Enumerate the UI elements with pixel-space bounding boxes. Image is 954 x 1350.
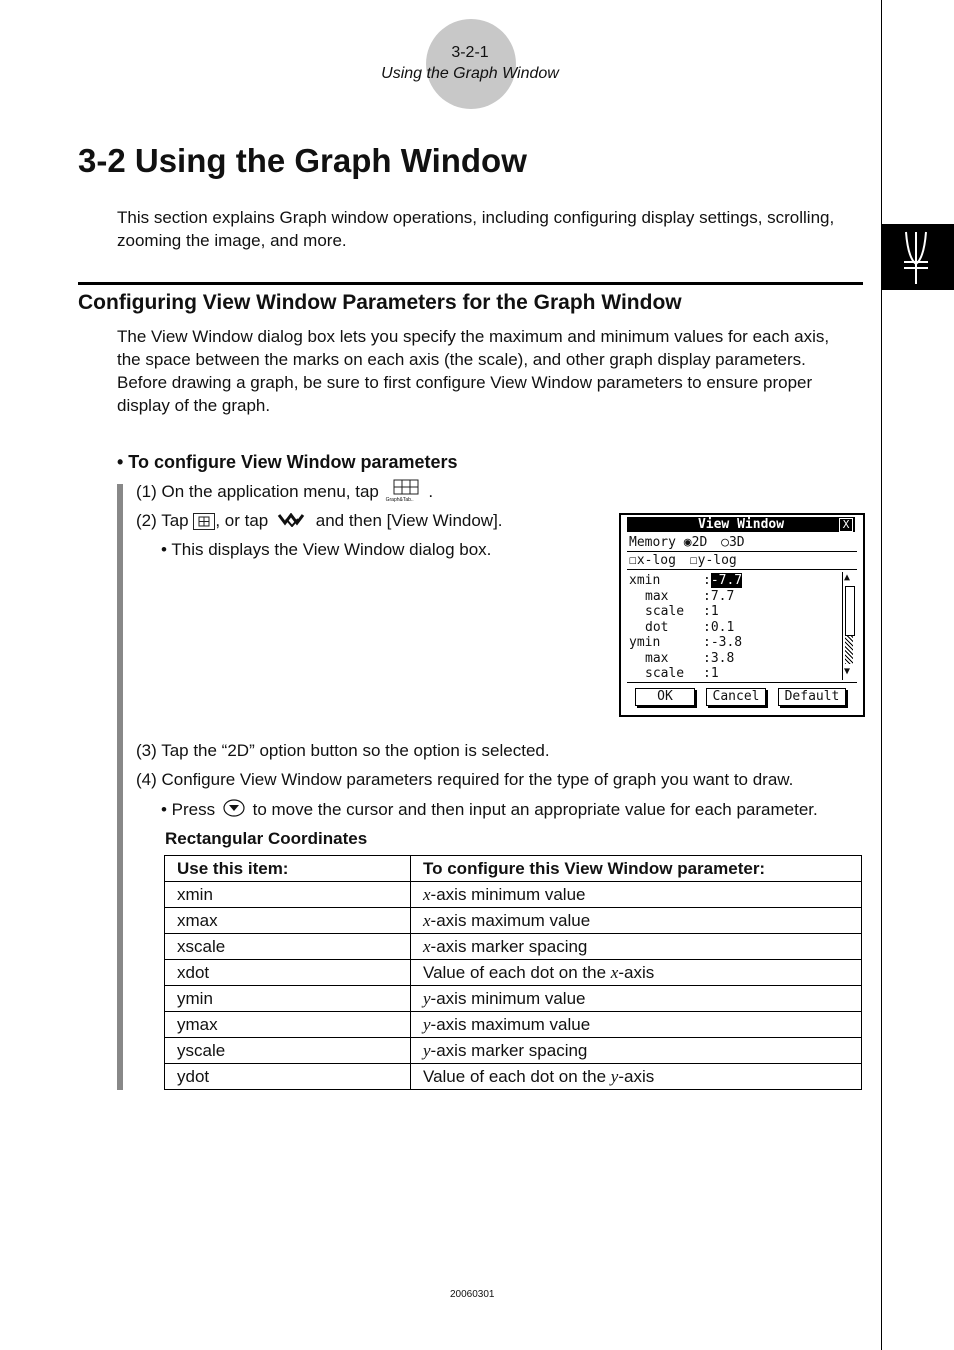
table-cell-description	[411, 1012, 862, 1038]
step-3: (3) Tap the “2D” option button so the option is selected.	[136, 741, 550, 760]
dialog-field-colon: :	[703, 573, 711, 588]
dialog-field-value[interactable]: 7.7	[710, 588, 735, 604]
dialog-field-label: scale	[645, 666, 685, 681]
step-1-end: .	[428, 482, 434, 501]
axis-variable: x	[423, 936, 431, 956]
table-caption: Rectangular Coordinates	[165, 829, 368, 848]
section-rule	[78, 282, 863, 285]
table-row	[165, 908, 862, 934]
axis-variable: x	[423, 884, 431, 904]
table-cell-description	[411, 986, 862, 1012]
step-4-note	[161, 799, 818, 822]
dialog-field-label: scale	[645, 604, 685, 619]
step-2	[136, 511, 503, 532]
table-cell-description	[411, 1038, 862, 1064]
step-4-note-b: to move the cursor and then input an appropriate value for each parameter.	[252, 799, 818, 819]
radio-2d-icon[interactable]: ◉	[683, 535, 692, 550]
description-prefix: Value of each dot on the	[423, 962, 611, 982]
description-text: -axis maximum value	[430, 910, 591, 930]
axis-variable: y	[423, 1040, 431, 1060]
table-row	[165, 960, 862, 986]
graph-tab-icon	[882, 224, 954, 290]
page-title: 3-2 Using the Graph Window	[78, 142, 527, 179]
xlog-checkbox-icon[interactable]: ☐	[629, 553, 637, 568]
step-4: (4) Configure View Window parameters required for the type of graph you want to draw.	[136, 770, 794, 789]
table-row	[165, 882, 862, 908]
dialog-field-value[interactable]: 1	[710, 604, 719, 619]
step-2-note: • This displays the View Window dialog box.	[161, 540, 492, 559]
ylog-checkbox-icon[interactable]: ☐	[689, 553, 698, 568]
section-heading: Configuring View Window Parameters for the Graph Window	[78, 291, 682, 314]
scroll-thumb[interactable]	[845, 586, 855, 636]
table-cell-item: yscale	[165, 1038, 411, 1064]
dialog-divider	[627, 682, 857, 683]
table-cell-description	[411, 908, 862, 934]
description-text: -axis marker spacing	[430, 1040, 588, 1060]
radio-3d-icon[interactable]: ○	[721, 535, 729, 550]
description-text: -axis marker spacing	[430, 936, 588, 956]
scroll-track	[845, 636, 853, 664]
header-section-title: Using the Graph Window	[381, 65, 559, 82]
table-cell-item: xscale	[165, 934, 411, 960]
scroll-up-icon[interactable]: ▲	[844, 572, 851, 583]
table-cell-item: xmin	[165, 882, 411, 908]
dialog-field-label: xmin	[629, 573, 661, 588]
step-2-text-a: (2) Tap	[136, 511, 189, 530]
dialog-field-colon: :	[703, 666, 711, 681]
table-header-row	[165, 856, 862, 882]
axis-variable: y	[610, 1066, 619, 1086]
step-1	[136, 482, 433, 503]
table-row	[165, 986, 862, 1012]
ok-button[interactable]: OK	[635, 688, 695, 706]
table-cell-description	[411, 934, 862, 960]
description-text: -axis minimum value	[430, 988, 586, 1008]
intro-paragraph: This section explains Graph window operations, including configuring display settings, scrolling, zooming the image, and more.	[117, 208, 835, 250]
dialog-field-row[interactable]	[629, 651, 734, 666]
chapter-tab	[882, 224, 954, 290]
step-2-text-b: , or tap	[215, 511, 269, 530]
margin-line	[881, 0, 882, 1350]
parameter-table	[164, 855, 862, 1090]
view-window-icon[interactable]	[193, 513, 215, 530]
dialog-field-value[interactable]: -7.7	[710, 573, 743, 588]
dialog-field-row[interactable]	[629, 573, 742, 588]
description-text: -axis	[618, 962, 655, 982]
table-row	[165, 934, 862, 960]
log-row	[629, 553, 737, 568]
dialog-field-colon: :	[703, 619, 711, 635]
footer-code: 20060301	[450, 1289, 495, 1300]
dialog-field-value[interactable]: 3.8	[710, 650, 735, 666]
axis-variable: y	[423, 1014, 431, 1034]
procedure-bar	[117, 484, 123, 1090]
table-cell-description	[411, 960, 862, 986]
dialog-field-colon: :	[703, 588, 711, 604]
axis-variable: x	[423, 910, 431, 930]
description-text: -axis maximum value	[430, 1014, 591, 1034]
scroll-down-icon[interactable]: ▼	[844, 666, 851, 677]
option-2d-label: 2D	[691, 535, 708, 550]
dialog-field-value[interactable]: 1	[710, 666, 719, 681]
step-2-text-c: and then [View Window].	[315, 511, 503, 530]
dialog-field-row[interactable]	[629, 620, 734, 635]
option-3d-label: 3D	[728, 535, 745, 550]
table-cell-item: ydot	[165, 1064, 411, 1090]
dialog-field-row[interactable]	[629, 635, 742, 650]
table-row	[165, 1038, 862, 1064]
app-icon-caption: Graph&Tab..	[385, 496, 414, 503]
dialog-field-value[interactable]: -3.8	[710, 635, 743, 650]
table-header: Use this item:	[165, 856, 411, 882]
dialog-divider	[627, 551, 857, 552]
description-text: -axis minimum value	[430, 884, 586, 904]
table-row	[165, 1064, 862, 1090]
dialog-field-row[interactable]	[629, 666, 719, 681]
dialog-field-colon: :	[703, 650, 711, 666]
memory-label: Memory	[629, 535, 676, 550]
dialog-scrollbar[interactable]	[842, 572, 855, 680]
menu-down-icon[interactable]	[277, 512, 307, 532]
xlog-label: x-log	[636, 553, 676, 568]
step-1-text: (1) On the application menu, tap	[136, 482, 379, 501]
table-cell-description	[411, 882, 862, 908]
dialog-field-colon: :	[703, 604, 711, 619]
dialog-field-label: ymin	[629, 635, 661, 650]
dialog-field-label: max	[645, 588, 669, 604]
axis-variable: x	[610, 962, 619, 982]
table-cell-item: ymax	[165, 1012, 411, 1038]
memory-row	[629, 535, 745, 550]
table-cell-item: ymin	[165, 986, 411, 1012]
table-cell-description	[411, 1064, 862, 1090]
dialog-field-row[interactable]	[629, 589, 734, 604]
header-circle	[426, 19, 516, 109]
cancel-button[interactable]: Cancel	[706, 688, 766, 706]
dialog-field-label: max	[645, 650, 669, 666]
table-cell-item: xmax	[165, 908, 411, 934]
description-prefix: Value of each dot on the	[423, 1066, 611, 1086]
description-text: -axis	[618, 1066, 655, 1086]
ylog-label: y-log	[697, 553, 737, 568]
close-icon[interactable]: X	[839, 518, 853, 532]
table-row	[165, 1012, 862, 1038]
dialog-field-row[interactable]	[629, 604, 719, 619]
view-window-dialog	[619, 513, 865, 717]
axis-variable: y	[423, 988, 431, 1008]
dialog-title: View Window	[627, 517, 855, 532]
graph-table-app-icon[interactable]	[384, 483, 424, 503]
dialog-field-colon: :	[703, 635, 711, 650]
dialog-field-value[interactable]: 0.1	[710, 619, 735, 635]
dialog-divider	[627, 569, 857, 570]
header-section-number: 3-2-1	[451, 44, 489, 61]
default-button[interactable]: Default	[778, 688, 846, 706]
procedure-heading: • To configure View Window parameters	[117, 452, 458, 472]
table-header: To configure this View Window parameter:	[411, 856, 862, 882]
section-paragraph: The View Window dialog box lets you specify the maximum and minimum values for each axis, the space between the marks on each axis (the scale), and other graph display parameters. Before drawing a graph, be sure to first configure View Window parameters to ensure proper display of the graph.	[117, 327, 830, 415]
cursor-down-key-icon[interactable]	[223, 799, 245, 822]
step-4-note-a: • Press	[161, 799, 216, 819]
dialog-field-label: dot	[645, 619, 669, 635]
table-cell-item: xdot	[165, 960, 411, 986]
